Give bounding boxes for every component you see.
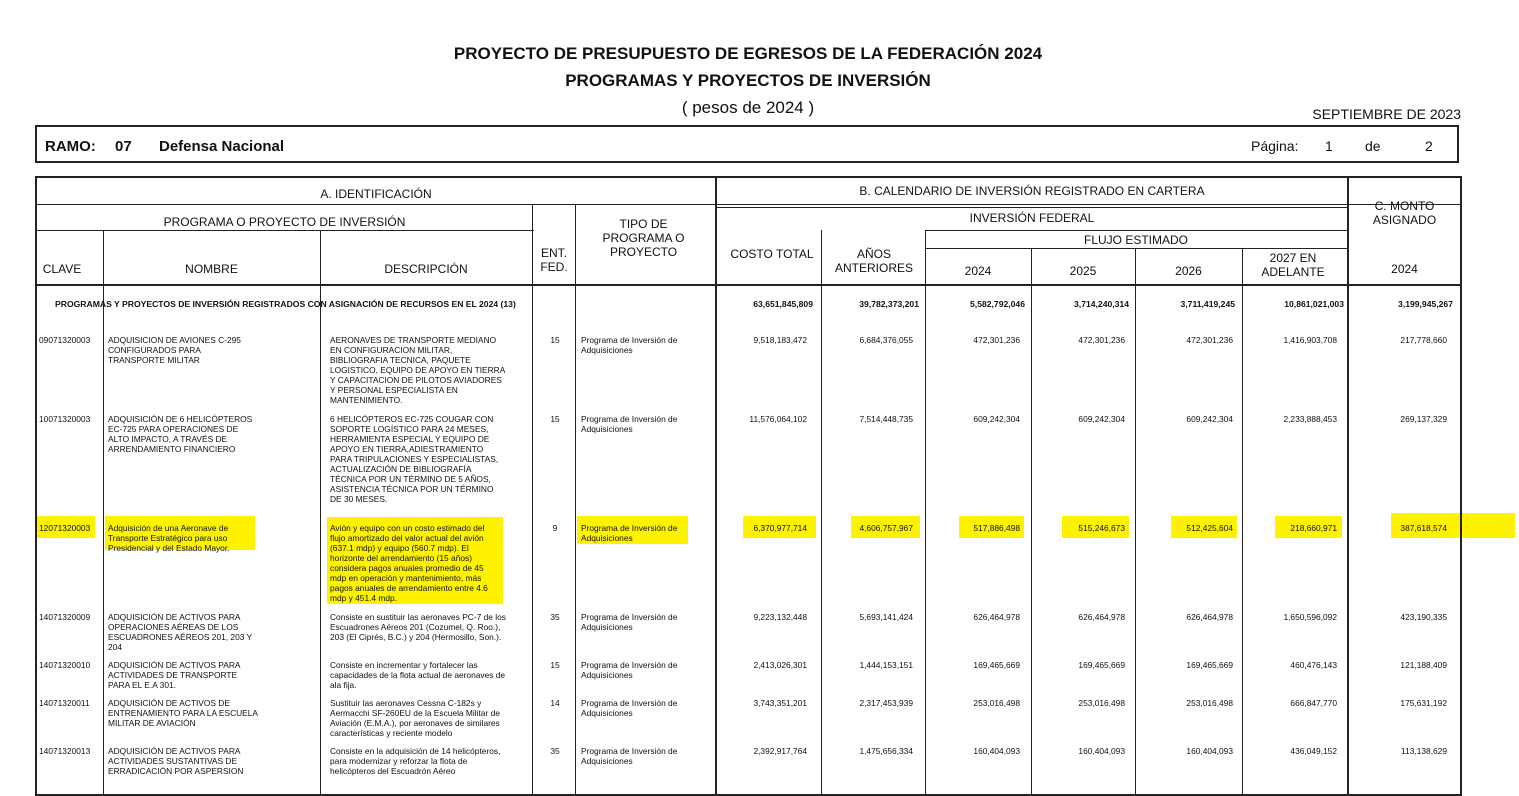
row-ent: 35 [550,612,560,622]
programa-header: PROGRAMA O PROYECTO DE INVERSIÓN [163,215,406,229]
row-2027: 436,049,152 [1290,746,1337,756]
page-total: 2 [1425,138,1433,154]
row-costo: 2,392,917,764 [753,746,807,756]
row-clave: 09071320003 [39,335,91,345]
row-2027: 1,416,903,708 [1283,335,1337,345]
anos-anteriores-header: AÑOS ANTERIORES [834,247,913,275]
row-2027: 666,847,770 [1290,698,1337,708]
row-anteriores: 5,693,141,424 [859,612,913,622]
row-descripcion: Sustituir las aeronaves Cessna C-182s y Aermacchi SF-260EU de la Escuela Militar de Aviación (E.M.A.), por aeronaves de similares características y reciente modelo [330,698,500,738]
summary-label: PROGRAMAS Y PROYECTOS DE INVERSIÓN REGISTRADOS CON ASIGNACIÓN DE RECURSOS EN EL 2024 (13) [55,299,516,309]
section-a-header: A. IDENTIFICACIÓN [320,187,432,201]
ramo-label: RAMO: [45,138,96,155]
row-2025: 515,246,673 [1078,523,1125,533]
year-2027-header: 2027 EN ADELANTE [1261,251,1325,279]
row-anteriores: 1,475,656,334 [859,746,913,756]
row-2026: 609,242,304 [1186,414,1233,424]
summary-2025: 3,714,240,314 [1074,299,1129,309]
row-nombre: ADQUISICION DE AVIONES C-295 CONFIGURADOS PARA TRANSPORTE MILITAR [108,335,241,365]
row-nombre: ADQUISICIÓN DE ACTIVOS DE ENTRENAMIENTO PARA LA ESCUELA MILITAR DE AVIACIÓN [108,698,258,728]
row-ent: 15 [550,660,560,670]
row-2024: 169,465,669 [973,660,1020,670]
row-ent: 15 [550,335,560,345]
row-anteriores: 4,606,757,967 [859,523,913,533]
section-c-header: C. MONTO ASIGNADO [1372,199,1437,227]
row-clave: 12071320003 [39,523,91,533]
row-asignado: 113,138,629 [1401,746,1447,756]
summary-costo: 63,651,845,809 [753,299,813,309]
row-2024: 472,301,236 [973,335,1020,345]
row-2026: 512,425,604 [1186,523,1233,533]
row-asignado: 175,631,192 [1400,698,1447,708]
row-tipo: Programa de Inversión de Adquisiciones [581,746,678,766]
row-2025: 253,016,498 [1078,698,1125,708]
row-2026: 253,016,498 [1186,698,1233,708]
row-anteriores: 1,444,153,151 [859,660,913,670]
ent-fed-header: ENT. FED. [540,246,568,274]
row-2027: 2,233,888,453 [1283,414,1337,424]
descripcion-header: DESCRIPCIÓN [384,262,468,276]
row-ent: 9 [552,523,558,533]
row-asignado: 387,618,574 [1400,523,1447,533]
flujo-header: FLUJO ESTIMADO [1083,233,1188,247]
row-clave: 10071320003 [39,414,91,424]
row-2026: 169,465,669 [1186,660,1233,670]
year-2026-header: 2026 [1175,264,1202,278]
row-2025: 160,404,093 [1078,746,1125,756]
row-tipo: Programa de Inversión de Adquisiciones [581,660,678,680]
summary-2024: 5,582,792,046 [970,299,1025,309]
section-b-header: B. CALENDARIO DE INVERSIÓN REGISTRADO EN CARTERA [859,184,1205,198]
summary-2026: 3,711,419,245 [1180,299,1235,309]
year-2024-header: 2024 [964,264,992,278]
page-of: de [1365,138,1381,154]
ramo-name: Defensa Nacional [159,138,285,155]
row-descripcion: Consiste en incrementar y fortalecer las capacidades de la flota actual de aeronaves de ala fija. [330,660,506,690]
summary-anteriores: 39,782,373,201 [859,299,919,309]
row-2024: 609,242,304 [973,414,1020,424]
ramo-number: 07 [115,138,132,155]
row-costo: 9,223,132,448 [753,612,807,622]
row-descripcion: Consiste en sustituir las aeronaves PC-7 de los Escuadrones Aéreos 201 (Cozumel, Q. Roo.), 203 (El Ciprés, B.C.) y 204 (Hermosillo, Son.). [330,612,506,642]
row-descripcion: Avión y equipo con un costo estimado del flujo amortizado del valor actual del avión (637.1 mdp) y equipo (560.7 mdp). El horizonte del arrendamiento (15 años) considera pagos anuales promedio de 45 mdp en operación y mantenimiento, más pagos anuales de arrendamiento entre 4.6 mdp y 451.4 mdp. [330,523,488,603]
row-descripcion: 6 HELICÓPTEROS EC-725 COUGAR CON SOPORTE LOGÍSTICO PARA 24 MESES, HERRAMIENTA ESPECIAL Y EQUIPO DE APOYO EN TIERRA,ADIESTRAMIENTO PARA TRIPULACIONES Y ESPECIALISTAS, ACTUALIZACIÓN DE BIBLIOGRAFÍA TÉCNICA POR UN TÉRMINO DE 5 AÑOS, ASISTENCIA TÉCNICA POR UN TÉRMINO DE 30 MESES. [330,414,499,504]
report-title: PROYECTO DE PRESUPUESTO DE EGRESOS DE LA FEDERACIÓN 2024 [453,44,1043,63]
clave-header: CLAVE [42,262,82,276]
row-2026: 160,404,093 [1186,746,1233,756]
row-tipo: Programa de Inversión de Adquisiciones [581,414,678,434]
row-asignado: 121,188,409 [1400,660,1447,670]
row-2025: 472,301,236 [1078,335,1125,345]
row-costo: 6,370,977,714 [753,523,807,533]
row-tipo: Programa de Inversión de Adquisiciones [581,698,678,718]
row-clave: 14071320009 [39,612,91,622]
row-2024: 626,464,978 [973,612,1020,622]
costo-total-header: COSTO TOTAL [730,247,814,261]
ramo-box [35,125,1459,163]
row-asignado: 423,190,335 [1400,612,1447,622]
row-anteriores: 7,514,448,735 [859,414,913,424]
tipo-header: TIPO DE PROGRAMA O PROYECTO [602,217,685,259]
year-2025-header: 2025 [1069,264,1097,278]
row-descripcion: AERONAVES DE TRANSPORTE MEDIANO EN CONFIGURACION MILITAR, BIBLIOGRAFIA TECNICA, PAQUETE LOGISTICO, EQUIPO DE APOYO EN TIERRA Y CAPACITACION DE PILOTOS AVIADORES Y PERSONAL ESPECIALISTA EN MANTENIMIENTO. [330,335,505,405]
row-tipo: Programa de Inversión de Adquisiciones [581,612,678,632]
row-2027: 460,476,143 [1290,660,1337,670]
row-2024: 160,404,093 [973,746,1020,756]
row-costo: 11,576,064,102 [749,414,807,424]
page-number: 1 [1325,138,1333,154]
row-2026: 626,464,978 [1186,612,1233,622]
row-anteriores: 6,684,376,055 [859,335,913,345]
row-nombre: ADQUISICIÓN DE ACTIVOS PARA ACTIVIDADES DE TRANSPORTE PARA EL E.A 301. [108,660,241,690]
report-date: SEPTIEMBRE DE 2023 [1312,106,1461,122]
report-subtitle: PROGRAMAS Y PROYECTOS DE INVERSIÓN [565,71,931,90]
row-2027: 1,650,596,092 [1283,612,1337,622]
row-clave: 14071320010 [39,660,91,670]
row-2025: 609,242,304 [1078,414,1125,424]
summary-2027: 10,861,021,003 [1284,299,1344,309]
row-2026: 472,301,236 [1186,335,1233,345]
row-ent: 35 [550,746,560,756]
row-tipo: Programa de Inversión de Adquisiciones [581,335,678,355]
row-2025: 626,464,978 [1078,612,1125,622]
row-costo: 2,413,026,301 [753,660,807,670]
row-descripcion: Consiste en la adquisición de 14 helicópteros, para modernizar y reforzar la flota de helicópteros del Escuadrón Aéreo [330,746,501,776]
row-ent: 14 [550,698,560,708]
row-ent: 15 [550,414,560,424]
row-nombre: ADQUISICIÓN DE ACTIVOS PARA OPERACIONES AÉREAS DE LOS ESCUADRONES AÉREOS 201, 203 Y 204 [108,612,252,652]
row-nombre: ADQUISICIÓN DE 6 HELICÓPTEROS EC-725 PARA OPERACIONES DE ALTO IMPACTO, A TRAVÉS DE ARRENDAMIENTO FINANCIERO [108,414,253,454]
page-label: Página: [1251,138,1299,154]
row-2027: 218,660,971 [1290,523,1337,533]
row-nombre: ADQUISICIÓN DE ACTIVOS PARA ACTIVIDADES SUSTANTIVAS DE ERRADICACIÓN POR ASPERSION [108,746,244,776]
report-currency: ( pesos de 2024 ) [681,98,815,117]
row-clave: 14071320011 [39,698,90,708]
row-asignado: 269,137,329 [1400,414,1447,424]
row-asignado: 217,778,660 [1400,335,1447,345]
row-anteriores: 2,317,453,939 [859,698,913,708]
inversion-federal-header: INVERSIÓN FEDERAL [969,211,1095,225]
row-costo: 9,518,183,472 [753,335,807,345]
row-costo: 3,743,351,201 [753,698,807,708]
row-tipo: Programa de Inversión de Adquisiciones [581,523,678,543]
asignado-2024-header: 2024 [1391,262,1418,276]
row-clave: 14071320013 [39,746,91,756]
investment-table [35,176,1462,796]
row-2025: 169,465,669 [1078,660,1125,670]
row-2024: 517,886,498 [973,523,1020,533]
summary-asignado: 3,199,945,267 [1398,299,1453,309]
nombre-header: NOMBRE [185,262,238,276]
row-nombre: Adquisición de una Aeronave de Transporte Estratégico para uso Presidencial y del Estado Mayor. [108,523,230,553]
row-2024: 253,016,498 [973,698,1020,708]
